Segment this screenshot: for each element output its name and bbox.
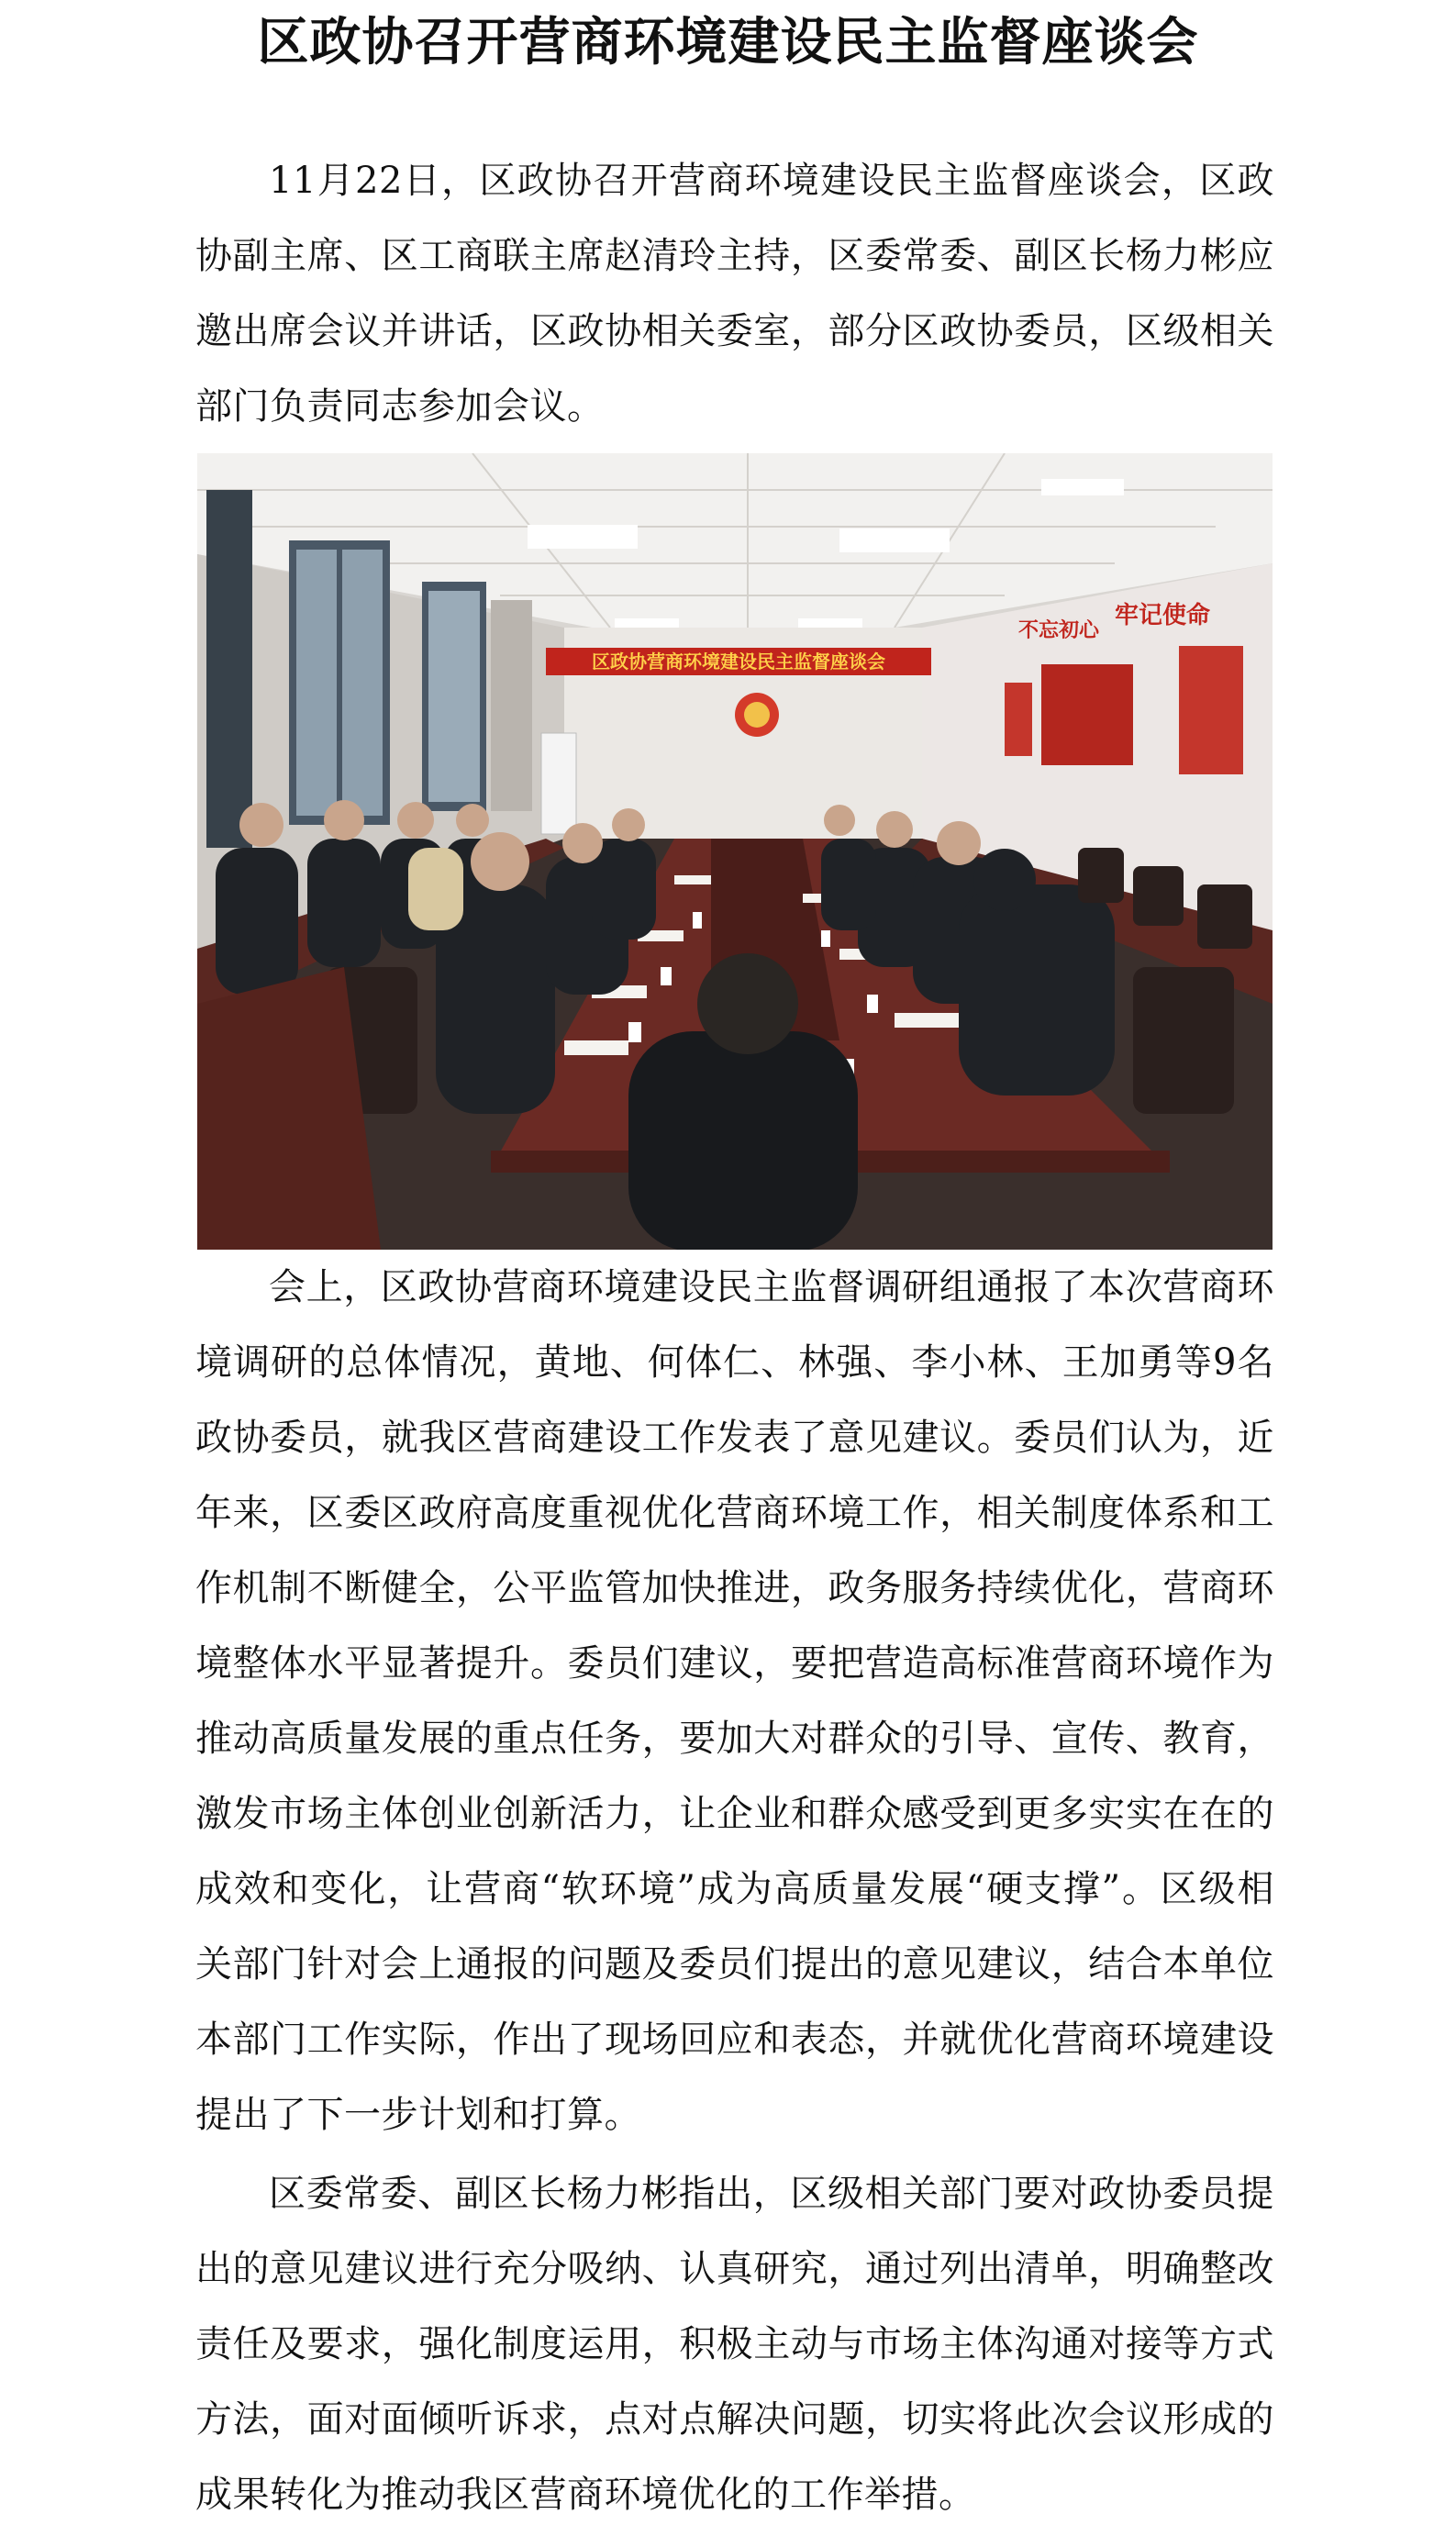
- article-paragraph-2: 会上，区政协营商环境建设民主监督调研组通报了本次营商环境调研的总体情况，黄地、何体仁、林强、李小林、王加勇等9名政协委员，就我区营商建设工作发表了意见建议。委员们认为，近年来，区委区政府高度重视优化营商环境工作，相关制度体系和工作机制不断健全，公平监管加快推进，政务服务持续优化，营商环境整体水平显著提升。委员们建议，要把营造高标准营商环境作为推动高质量发展的重点任务，要加大对群众的引导、宣传、教育，激发市场主体创业创新活力，让企业和群众感受到更多实实在在的成效和变化，让营商“软环境”成为高质量发展“硬支撑”。区级相关部门针对会上通报的问题及委员们提出的意见建议，结合本单位本部门工作实际，作出了现场回应和表态，并就优化营商环境建设提出了下一步计划和打算。: [195, 1266, 1274, 2136]
- article-paragraph-3: 区委常委、副区长杨力彬指出，区级相关部门要对政协委员提出的意见建议进行充分吸纳、认真研究，通过列出清单，明确整改责任及要求，强化制度运用，积极主动与市场主体沟通对接等方式方法，面对面倾听诉求，点对点解决问题，切实将此次会议形成的成果转化为推动我区营商环境优化的工作举措。: [195, 2173, 1274, 2516]
- article-title: 区政协召开营商环境建设民主监督座谈会: [257, 12, 1199, 72]
- article-paragraph-1: 11月22日，区政协召开营商环境建设民主监督座谈会，区政协副主席、区工商联主席赵清玲主持，区委常委、副区长杨力彬应邀出席会议并讲话，区政协相关委室，部分区政协委员，区级相关部门负责同志参加会议。: [195, 160, 1274, 428]
- wall-slogan-right: 牢记使命: [1115, 602, 1211, 629]
- wall-slogan-left: 不忘初心: [1018, 619, 1100, 642]
- meeting-photo: [197, 453, 1273, 1250]
- meeting-banner-text: 区政协营商环境建设民主监督座谈会: [592, 651, 885, 673]
